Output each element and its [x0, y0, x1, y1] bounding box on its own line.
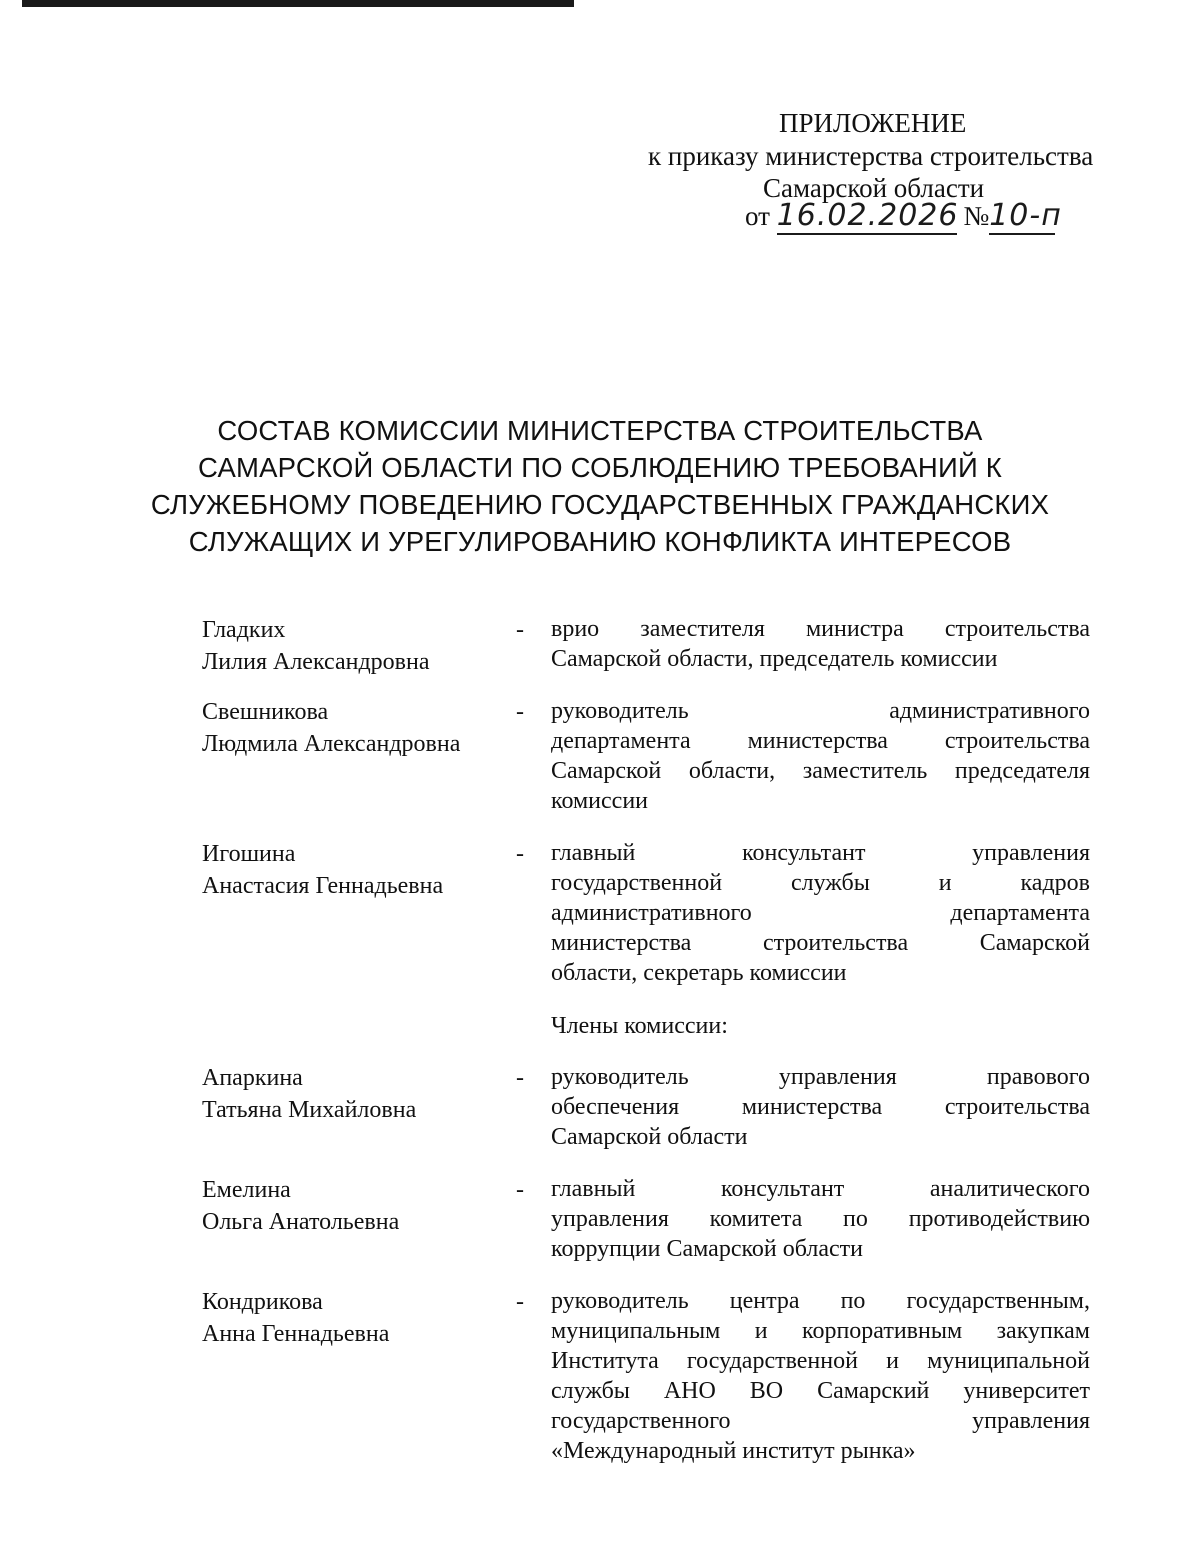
title-line: СЛУЖАЩИХ И УРЕГУЛИРОВАНИЮ КОНФЛИКТА ИНТЕРЕСОВ	[188, 526, 1012, 557]
appendix-region-line: Самарской области	[763, 173, 985, 203]
member-given-names: Ольга Анатольевна	[202, 1209, 400, 1235]
title-line: СОСТАВ КОМИССИИ МИНИСТЕРСТВА СТРОИТЕЛЬСТВА	[217, 415, 983, 446]
member-name	[202, 1286, 389, 1350]
position-line: Самарской области, председатель комиссии	[551, 646, 998, 672]
scan-edge-bar	[22, 0, 574, 7]
position-line: главный консультант управления	[551, 840, 1090, 866]
member-name	[202, 1174, 399, 1238]
position-line: области, секретарь комиссии	[551, 960, 847, 986]
position-line: коррупции Самарской области	[551, 1236, 863, 1262]
position-line: «Международный институт рынка»	[551, 1438, 916, 1464]
appendix-date-line	[745, 198, 1062, 235]
date-prefix: от	[745, 201, 770, 231]
position-line: руководитель управления правового	[551, 1064, 1090, 1090]
member-surname: Свешникова	[202, 699, 329, 725]
member-surname: Игошина	[202, 841, 296, 867]
dash-separator: -	[516, 841, 524, 867]
position-line: комиссии	[551, 788, 649, 814]
member-surname: Апаркина	[202, 1065, 303, 1091]
position-line: службы АНО ВО Самарский университет	[551, 1378, 1090, 1404]
position-line: обеспечения министерства строительства	[551, 1094, 1090, 1120]
member-position	[551, 614, 1090, 674]
position-line: муниципальным и корпоративным закупкам	[551, 1318, 1090, 1344]
title-line: СЛУЖЕБНОМУ ПОВЕДЕНИЮ ГОСУДАРСТВЕННЫХ ГРАЖДАНСКИХ	[150, 489, 1050, 520]
appendix-heading: ПРИЛОЖЕНИЕ	[779, 108, 967, 138]
position-line: министерства строительства Самарской	[551, 930, 1090, 956]
number-prefix: №	[963, 201, 990, 231]
number-field	[989, 198, 1062, 235]
position-line: управления комитета по противодействию	[551, 1206, 1090, 1232]
dash-separator: -	[516, 1177, 524, 1203]
member-given-names: Татьяна Михайловна	[202, 1097, 417, 1123]
title-line: САМАРСКОЙ ОБЛАСТИ ПО СОБЛЮДЕНИЮ ТРЕБОВАНИЙ К	[198, 452, 1002, 483]
dash-separator: -	[516, 1289, 524, 1315]
member-name	[202, 614, 429, 678]
position-line: Самарской области	[551, 1124, 748, 1150]
position-line: административного департамента	[551, 900, 1090, 926]
appendix-order-line: к приказу министерства строительства	[648, 141, 1094, 171]
member-surname: Емелина	[202, 1177, 291, 1203]
member-position	[551, 1174, 1090, 1264]
document-title	[50, 412, 1150, 560]
member-name	[202, 1062, 416, 1126]
member-surname: Гладких	[202, 617, 286, 643]
member-position	[551, 1286, 1090, 1466]
member-position	[551, 696, 1090, 816]
handwritten-date: 16.02.2026	[776, 198, 959, 233]
position-line: главный консультант аналитического	[551, 1176, 1090, 1202]
position-line: руководитель центра по государственным,	[551, 1288, 1090, 1314]
member-given-names: Анастасия Геннадьевна	[202, 873, 444, 899]
member-position	[551, 838, 1090, 988]
member-given-names: Анна Геннадьевна	[202, 1321, 390, 1347]
date-field	[777, 199, 957, 235]
member-surname: Кондрикова	[202, 1289, 323, 1315]
member-name	[202, 838, 443, 902]
position-line: государственной службы и кадров	[551, 870, 1090, 896]
position-line: департамента министерства строительства	[551, 728, 1090, 754]
position-line: государственного управления	[551, 1408, 1090, 1434]
member-position	[551, 1062, 1090, 1152]
position-line: руководитель административного	[551, 698, 1090, 724]
members-heading: Члены комиссии:	[551, 1013, 728, 1039]
member-given-names: Людмила Александровна	[202, 731, 461, 757]
position-line: Самарской области, заместитель председателя	[551, 758, 1090, 784]
dash-separator: -	[516, 699, 524, 725]
position-line: Института государственной и муниципальной	[551, 1348, 1090, 1374]
handwritten-number: 10-п	[989, 198, 1062, 233]
dash-separator: -	[516, 1065, 524, 1091]
member-given-names: Лилия Александровна	[202, 649, 430, 675]
dash-separator: -	[516, 617, 524, 643]
member-name	[202, 696, 460, 760]
position-line: врио заместителя министра строительства	[551, 616, 1090, 642]
